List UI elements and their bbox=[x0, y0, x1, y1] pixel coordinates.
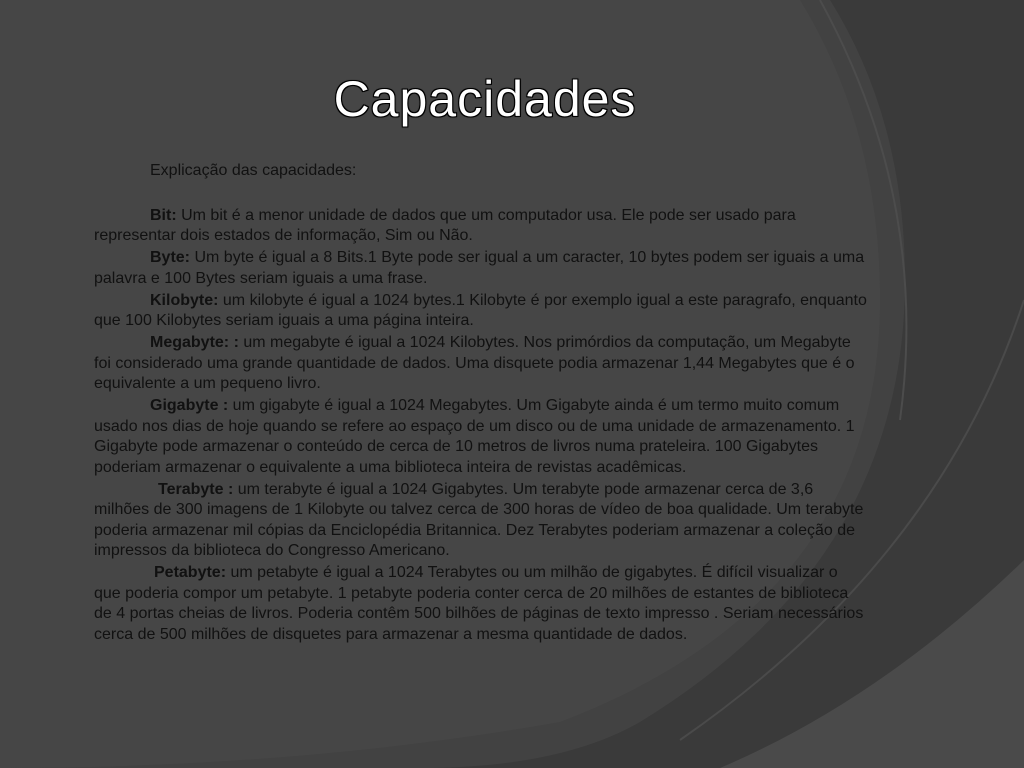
term-terabyte: Terabyte : bbox=[158, 480, 234, 498]
intro-text: Explicação das capacidades: bbox=[150, 162, 357, 179]
definition-megabyte bbox=[94, 333, 868, 395]
definition-text-byte: Um byte é igual a 8 Bits.1 Byte pode ser igual a um caracter, 10 bytes podem ser iguais a uma palavra e 100 Bytes seriam iguais a uma frase. bbox=[94, 249, 865, 287]
definition-byte bbox=[94, 248, 868, 289]
term-petabyte: Petabyte: bbox=[154, 564, 227, 581]
term-megabyte: Megabyte: : bbox=[150, 334, 239, 351]
definition-kilobyte bbox=[94, 291, 868, 332]
slide-body bbox=[94, 161, 868, 647]
slide-title: Capacidades bbox=[333, 71, 637, 127]
term-kilobyte: Kilobyte: bbox=[150, 291, 219, 309]
definition-petabyte bbox=[94, 563, 868, 645]
definition-text-kilobyte: um kilobyte é igual a 1024 bytes.1 Kilobyte é por exemplo igual a este paragrafo, enquanto que 100 Kilobytes seriam iguais a uma página inteira. bbox=[94, 291, 867, 329]
definition-text-gigabyte: um gigabyte é igual a 1024 Megabytes. Um Gigabyte ainda é um termo muito comum usado nos dias de hoje quando se refere ao espaço de um disco ou de uma unidade de armazenamento. 1 Gigabyte pode armazenar o conteúdo de cerca de 10 metros de livros numa prateleira. 100 Gigabytes poderiam armazenar o equivalente a uma biblioteca inteira de revistas acadêmicas. bbox=[94, 397, 855, 476]
definition-gigabyte bbox=[94, 396, 868, 478]
term-gigabyte: Gigabyte : bbox=[150, 397, 229, 414]
definition-text-petabyte: um petabyte é igual a 1024 Terabytes ou um milhão de gigabytes. É difícil visualizar o que poderia compor um petabyte. 1 petabyte poderia conter cerca de 20 milhões de estantes de biblioteca de 4 portas cheias de livros. Poderia contêm 500 bilhões de páginas de texto impresso . Seriam necessários cerca de 500 milhões de disquetes para armazenar a mesma quantidade de dados. bbox=[94, 564, 864, 643]
term-byte: Byte: bbox=[150, 249, 191, 266]
definition-terabyte bbox=[94, 480, 868, 562]
definition-text-megabyte: um megabyte é igual a 1024 Kilobytes. Nos primórdios da computação, um Megabyte foi considerado uma grande quantidade de dados. Uma disquete podia armazenar 1,44 Megabytes que é o equivalente a um pequeno livro. bbox=[94, 334, 855, 392]
term-bit: Bit: bbox=[150, 206, 177, 224]
definition-bit bbox=[94, 206, 868, 247]
definition-text-bit: Um bit é a menor unidade de dados que um computador usa. Ele pode ser usado para representar dois estados de informação, Sim ou Não. bbox=[94, 206, 796, 244]
definition-text-terabyte: um terabyte é igual a 1024 Gigabytes. Um terabyte pode armazenar cerca de 3,6 milhões de 300 imagens de 1 Kilobyte ou talvez cerca de 300 horas de vídeo de boa qualidade. Um terabyte poderia armazenar mil cópias da Enciclopédia Britannica. Dez Terabytes poderiam armazenar a coleção de impressos da biblioteca do Congresso Americano. bbox=[94, 480, 864, 559]
